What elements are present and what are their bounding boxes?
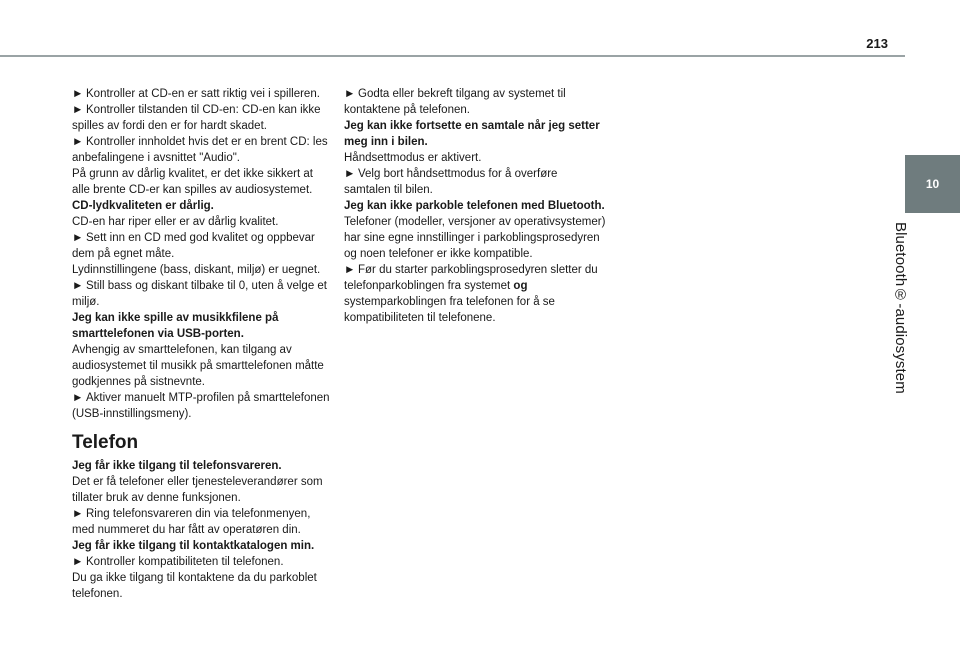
bullet-arrow-icon: ►	[344, 264, 356, 276]
body-paragraph: På grunn av dårlig kvalitet, er det ikke sikkert at alle brente CD-er kan spilles av audiosystemet.	[72, 168, 313, 196]
left-column	[72, 86, 334, 602]
chapter-title: Bluetooth®-audiosystem	[892, 222, 909, 394]
bullet-arrow-icon: ►	[72, 280, 84, 292]
question-heading: Jeg kan ikke fortsette en samtale når jeg setter meg inn i bilen.	[344, 120, 600, 148]
body-paragraph: Telefoner (modeller, versjoner av operativsystemer) har sine egne innstillinger i parkoblingsprosedyren og noen telefoner er ikke kompatible.	[344, 216, 606, 260]
page-number: 213	[866, 36, 888, 51]
bullet-paragraph: ► Ring telefonsvareren din via telefonmenyen, med nummeret du har fått av operatøren din.	[72, 508, 311, 536]
bullet-arrow-icon: ►	[72, 508, 84, 520]
bullet-arrow-icon: ►	[72, 104, 84, 116]
body-paragraph: Det er få telefoner eller tjenesteleverandører som tillater bruk av denne funksjonen.	[72, 476, 323, 504]
bullet-paragraph: ► Velg bort håndsettmodus for å overføre samtalen til bilen.	[344, 168, 558, 196]
bullet-arrow-icon: ►	[344, 168, 356, 180]
bullet-arrow-icon: ►	[72, 392, 84, 404]
bullet-arrow-icon: ►	[72, 556, 84, 568]
question-heading: Jeg får ikke tilgang til telefonsvareren.	[72, 460, 282, 472]
bullet-arrow-icon: ►	[72, 136, 84, 148]
question-heading: Jeg får ikke tilgang til kontaktkatalogen min.	[72, 540, 315, 552]
section-heading: Telefon	[72, 432, 139, 453]
bullet-arrow-icon: ►	[72, 88, 84, 100]
question-heading: Jeg kan ikke parkoble telefonen med Bluetooth.	[344, 200, 605, 212]
bullet-paragraph: ► Kontroller kompatibiliteten til telefonen.	[72, 556, 284, 568]
bullet-paragraph: ► Still bass og diskant tilbake til 0, uten å velge et miljø.	[72, 280, 328, 308]
body-paragraph: CD-en har riper eller er av dårlig kvalitet.	[72, 216, 279, 228]
body-paragraph: Du ga ikke tilgang til kontaktene da du parkoblet telefonen.	[72, 572, 317, 600]
bullet-paragraph: ► Kontroller at CD-en er satt riktig vei i spilleren.	[72, 88, 320, 100]
question-heading: Jeg kan ikke spille av musikkfilene på smarttelefonen via USB-porten.	[72, 312, 279, 340]
bullet-arrow-icon: ►	[72, 232, 84, 244]
bullet-paragraph: ► Kontroller innholdet hvis det er en brent CD: les anbefalingene i avsnittet "Audio".	[72, 136, 328, 164]
question-heading: CD-lydkvaliteten er dårlig.	[72, 200, 214, 212]
chapter-tab: 10	[905, 155, 960, 213]
bullet-paragraph: ► Kontroller tilstanden til CD-en: CD-en kan ikke spilles av fordi den er for hardt skadet.	[72, 104, 321, 132]
bullet-paragraph: ► Godta eller bekreft tilgang av systemet til kontaktene på telefonen.	[344, 88, 566, 116]
right-column	[344, 86, 606, 326]
bullet-paragraph: ► Sett inn en CD med god kvalitet og oppbevar dem på egnet måte.	[72, 232, 315, 260]
bullet-paragraph: ► Aktiver manuelt MTP-profilen på smarttelefonen (USB-innstillingsmeny).	[72, 392, 330, 420]
header-rule	[0, 55, 905, 57]
body-paragraph: Håndsettmodus er aktivert.	[344, 152, 482, 164]
body-paragraph: Lydinnstillingene (bass, diskant, miljø) er uegnet.	[72, 264, 321, 276]
body-paragraph: Avhengig av smarttelefonen, kan tilgang av audiosystemet til musikk på smarttelefonen måtte godkjennes på sistnevnte.	[72, 344, 324, 388]
bullet-arrow-icon: ►	[344, 88, 356, 100]
emphasis-word: og	[513, 280, 528, 292]
bullet-paragraph: ► Før du starter parkoblingsprosedyren sletter du telefonparkoblingen fra systemet og systemparkoblingen fra telefonen for å se kompatibiliteten til telefonene.	[344, 264, 598, 324]
